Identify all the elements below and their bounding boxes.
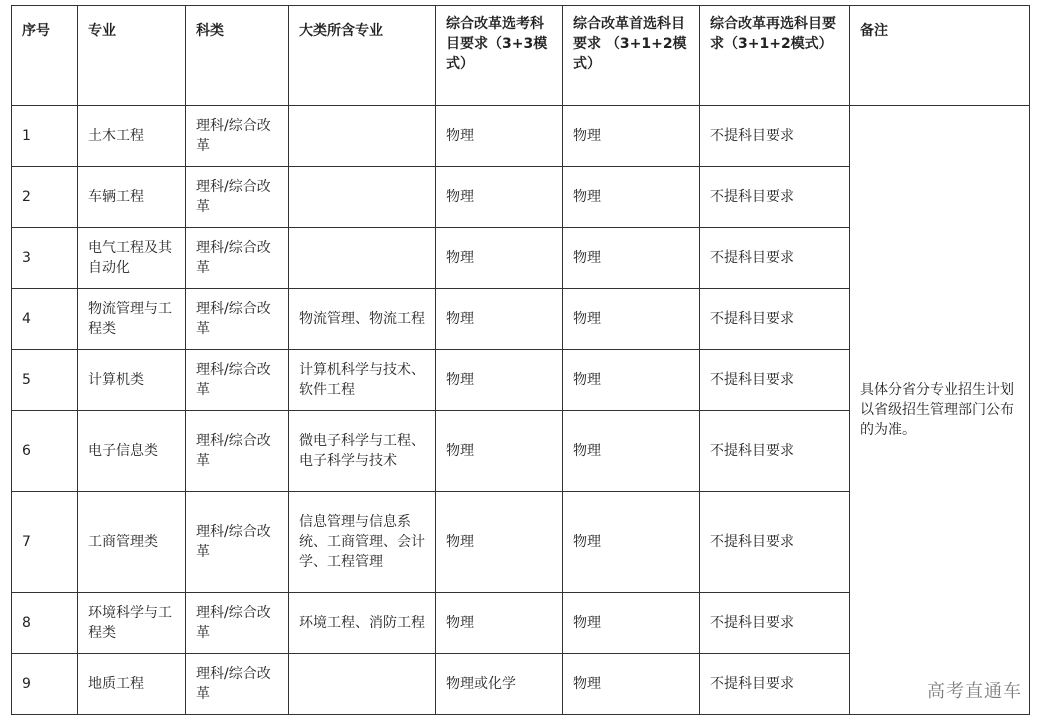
row-category: 理科/综合改革 bbox=[186, 167, 289, 228]
header-req-second-choice: 综合改革再选科目要求（3+1+2模式） bbox=[700, 6, 850, 106]
row-req-3plus3: 物理 bbox=[436, 593, 563, 654]
row-req-first-choice: 物理 bbox=[563, 654, 700, 715]
header-row bbox=[12, 6, 1030, 106]
row-req-second-choice: 不提科目要求 bbox=[700, 492, 850, 593]
row-included-majors: 信息管理与信息系统、工商管理、会计学、工程管理 bbox=[289, 492, 436, 593]
row-included-majors: 微电子科学与工程、电子科学与技术 bbox=[289, 411, 436, 492]
row-included-majors bbox=[289, 654, 436, 715]
row-seq: 7 bbox=[12, 492, 78, 593]
header-major: 专业 bbox=[78, 6, 186, 106]
row-req-3plus3: 物理 bbox=[436, 289, 563, 350]
row-category: 理科/综合改革 bbox=[186, 106, 289, 167]
row-req-second-choice: 不提科目要求 bbox=[700, 593, 850, 654]
row-req-first-choice: 物理 bbox=[563, 167, 700, 228]
row-category: 理科/综合改革 bbox=[186, 593, 289, 654]
table-row bbox=[12, 106, 1030, 167]
row-req-second-choice: 不提科目要求 bbox=[700, 350, 850, 411]
row-req-second-choice: 不提科目要求 bbox=[700, 411, 850, 492]
header-req-3plus3: 综合改革选考科目要求（3+3模式） bbox=[436, 6, 563, 106]
row-category: 理科/综合改革 bbox=[186, 228, 289, 289]
watermark: 高考直通车 bbox=[927, 681, 1022, 702]
row-major: 环境科学与工程类 bbox=[78, 593, 186, 654]
header-category: 科类 bbox=[186, 6, 289, 106]
row-included-majors: 物流管理、物流工程 bbox=[289, 289, 436, 350]
row-req-3plus3: 物理 bbox=[436, 411, 563, 492]
row-req-3plus3: 物理 bbox=[436, 167, 563, 228]
row-req-first-choice: 物理 bbox=[563, 228, 700, 289]
row-req-3plus3: 物理或化学 bbox=[436, 654, 563, 715]
row-req-first-choice: 物理 bbox=[563, 411, 700, 492]
row-category: 理科/综合改革 bbox=[186, 411, 289, 492]
row-seq: 9 bbox=[12, 654, 78, 715]
row-major: 计算机类 bbox=[78, 350, 186, 411]
row-req-second-choice: 不提科目要求 bbox=[700, 228, 850, 289]
row-category: 理科/综合改革 bbox=[186, 289, 289, 350]
header-included-majors: 大类所含专业 bbox=[289, 6, 436, 106]
row-category: 理科/综合改革 bbox=[186, 654, 289, 715]
row-included-majors: 环境工程、消防工程 bbox=[289, 593, 436, 654]
row-req-3plus3: 物理 bbox=[436, 228, 563, 289]
row-major: 车辆工程 bbox=[78, 167, 186, 228]
row-major: 土木工程 bbox=[78, 106, 186, 167]
row-req-first-choice: 物理 bbox=[563, 593, 700, 654]
header-seq: 序号 bbox=[12, 6, 78, 106]
row-req-3plus3: 物理 bbox=[436, 106, 563, 167]
row-seq: 1 bbox=[12, 106, 78, 167]
row-category: 理科/综合改革 bbox=[186, 492, 289, 593]
row-included-majors: 计算机科学与技术、软件工程 bbox=[289, 350, 436, 411]
row-req-second-choice: 不提科目要求 bbox=[700, 106, 850, 167]
row-major: 物流管理与工程类 bbox=[78, 289, 186, 350]
row-major: 工商管理类 bbox=[78, 492, 186, 593]
majors-table bbox=[11, 5, 1030, 715]
row-category: 理科/综合改革 bbox=[186, 350, 289, 411]
remarks-cell: 具体分省分专业招生计划以省级招生管理部门公布的为准。 bbox=[850, 106, 1030, 715]
header-req-first-choice: 综合改革首选科目要求 （3+1+2模式） bbox=[563, 6, 700, 106]
row-included-majors bbox=[289, 106, 436, 167]
row-req-second-choice: 不提科目要求 bbox=[700, 289, 850, 350]
row-seq: 2 bbox=[12, 167, 78, 228]
row-major: 电子信息类 bbox=[78, 411, 186, 492]
row-req-first-choice: 物理 bbox=[563, 492, 700, 593]
row-seq: 6 bbox=[12, 411, 78, 492]
row-major: 地质工程 bbox=[78, 654, 186, 715]
row-req-second-choice: 不提科目要求 bbox=[700, 167, 850, 228]
row-req-3plus3: 物理 bbox=[436, 492, 563, 593]
row-req-3plus3: 物理 bbox=[436, 350, 563, 411]
row-seq: 3 bbox=[12, 228, 78, 289]
row-seq: 4 bbox=[12, 289, 78, 350]
row-req-first-choice: 物理 bbox=[563, 289, 700, 350]
row-seq: 5 bbox=[12, 350, 78, 411]
row-included-majors bbox=[289, 167, 436, 228]
header-remarks: 备注 bbox=[850, 6, 1030, 106]
row-req-first-choice: 物理 bbox=[563, 106, 700, 167]
row-included-majors bbox=[289, 228, 436, 289]
row-req-second-choice: 不提科目要求 bbox=[700, 654, 850, 715]
row-major: 电气工程及其自动化 bbox=[78, 228, 186, 289]
row-req-first-choice: 物理 bbox=[563, 350, 700, 411]
row-seq: 8 bbox=[12, 593, 78, 654]
